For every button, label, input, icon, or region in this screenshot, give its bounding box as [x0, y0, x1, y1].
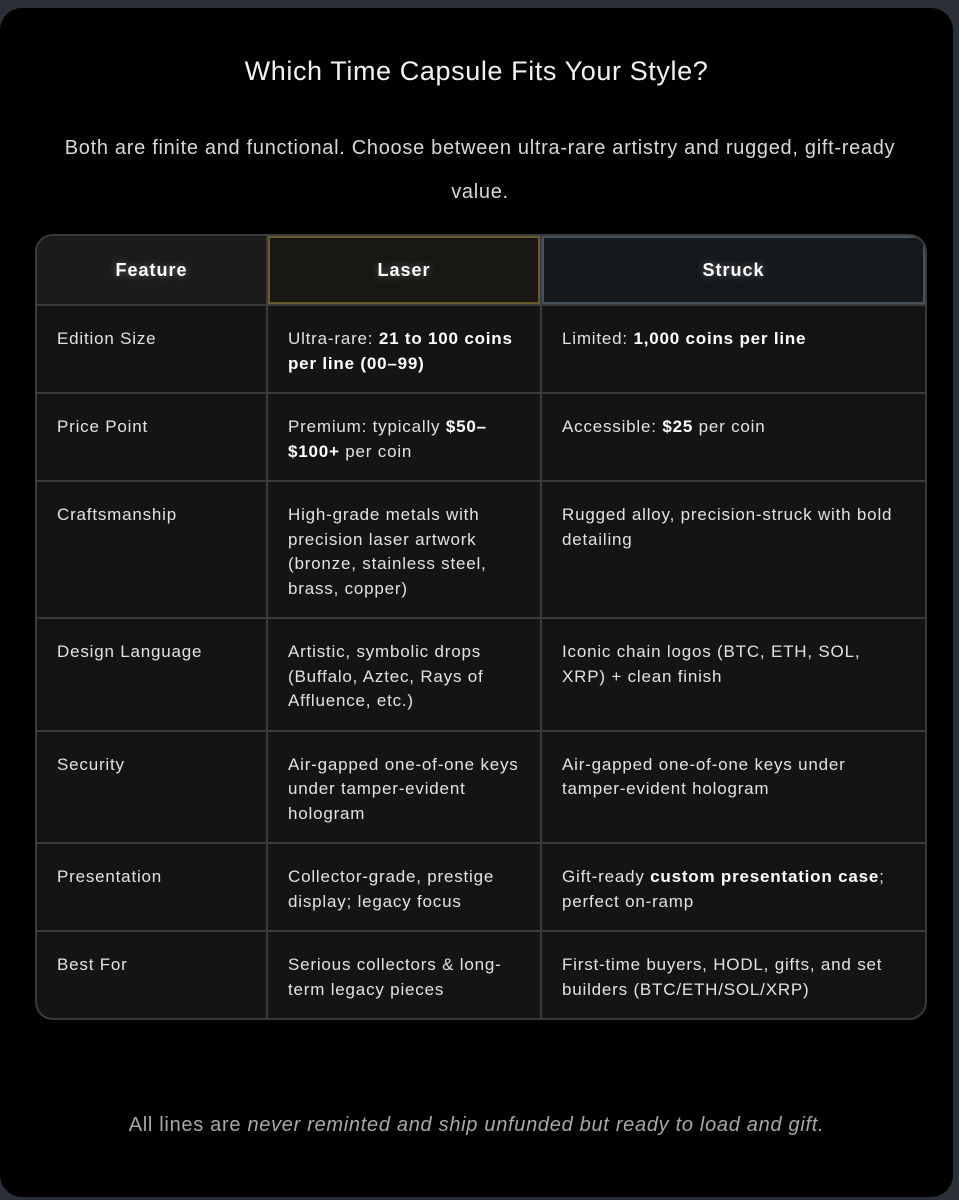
- cell-text: Collector-grade, prestige display; legacy focus: [288, 867, 495, 911]
- laser-cell: [267, 481, 541, 618]
- cell-text: per coin: [339, 441, 413, 461]
- footer-prefix: All lines are: [128, 1114, 248, 1136]
- table-row: [37, 731, 925, 844]
- comparison-card: [0, 8, 953, 1197]
- struck-cell: [541, 731, 925, 844]
- cell-text: Ultra-rare:: [288, 329, 379, 348]
- cell-text: Iconic chain logos (BTC, ETH, SOL, XRP) + clean finish: [562, 642, 861, 686]
- page-title: Which Time Capsule Fits Your Style?: [244, 56, 709, 86]
- laser-cell: [267, 931, 541, 1018]
- cell-text: Artistic, symbolic drops (Buffalo, Aztec, Rays of Affluence, etc.): [288, 642, 484, 710]
- footer-emphasis: never reminted and ship unfunded but ready to load and gift.: [247, 1114, 825, 1136]
- cell-text: Price Point: [57, 417, 149, 436]
- feature-cell: [37, 931, 267, 1018]
- cell-text: per coin: [693, 417, 766, 436]
- cell-text: High-grade metals with precision laser artwork (bronze, stainless steel, brass, copper): [288, 505, 487, 598]
- table-row: [37, 481, 925, 618]
- cell-text: Gift-ready: [562, 867, 651, 886]
- bold-text: custom presentation case: [650, 867, 880, 886]
- table-row: [37, 931, 925, 1018]
- laser-cell: [267, 843, 541, 931]
- struck-cell: [541, 393, 925, 481]
- feature-cell: [37, 393, 267, 481]
- header-struck: Struck: [541, 236, 925, 305]
- cell-text: Limited:: [562, 329, 634, 348]
- feature-cell: [37, 731, 267, 844]
- cell-text: Premium: typically: [288, 417, 446, 436]
- header-laser: Laser: [267, 236, 541, 305]
- bold-text: 1,000 coins per line: [633, 329, 807, 348]
- comparison-table: [35, 234, 927, 1020]
- struck-cell: [541, 481, 925, 618]
- struck-cell: [541, 305, 925, 393]
- table-header-row: [37, 236, 925, 305]
- feature-cell: [37, 843, 267, 931]
- struck-cell: [541, 843, 925, 931]
- cell-text: Edition Size: [57, 329, 157, 348]
- footer-note: [0, 1114, 953, 1137]
- table-row: [37, 843, 925, 931]
- bold-text: $50–$100+: [288, 417, 487, 461]
- struck-cell: [541, 618, 925, 731]
- subtitle: Both are finite and functional. Choose between ultra-rare artistry and rugged, gift-ready value.: [64, 137, 896, 203]
- feature-cell: [37, 618, 267, 731]
- bold-text: 21 to 100 coins per line (00–99): [288, 329, 513, 373]
- cell-text: Best For: [57, 955, 128, 974]
- table-row: [37, 393, 925, 481]
- cell-text: Security: [57, 754, 125, 774]
- struck-cell: [541, 931, 925, 1018]
- laser-cell: [267, 731, 541, 844]
- cell-text: Craftsmanship: [57, 505, 177, 524]
- bold-text: $25: [662, 417, 694, 436]
- cell-text: ; perfect on-ramp: [562, 867, 885, 911]
- feature-cell: [37, 481, 267, 618]
- table-row: [37, 305, 925, 393]
- cell-text: Accessible:: [562, 417, 663, 436]
- feature-cell: [37, 305, 267, 393]
- cell-text: Design Language: [57, 642, 203, 661]
- cell-text: Presentation: [57, 867, 163, 886]
- cell-text: First-time buyers, HODL, gifts, and set builders (BTC/ETH/SOL/XRP): [562, 955, 883, 999]
- cell-text: Air-gapped one-of-one keys under tamper-evident hologram: [288, 754, 519, 823]
- cell-text: Air-gapped one-of-one keys under tamper-evident hologram: [562, 754, 846, 798]
- header-feature: Feature: [37, 236, 267, 305]
- laser-cell: [267, 305, 541, 393]
- cell-text: Rugged alloy, precision-struck with bold detailing: [562, 505, 893, 549]
- cell-text: Serious collectors & long-term legacy pieces: [288, 955, 502, 999]
- laser-cell: [267, 618, 541, 731]
- table-row: [37, 618, 925, 731]
- laser-cell: [267, 393, 541, 481]
